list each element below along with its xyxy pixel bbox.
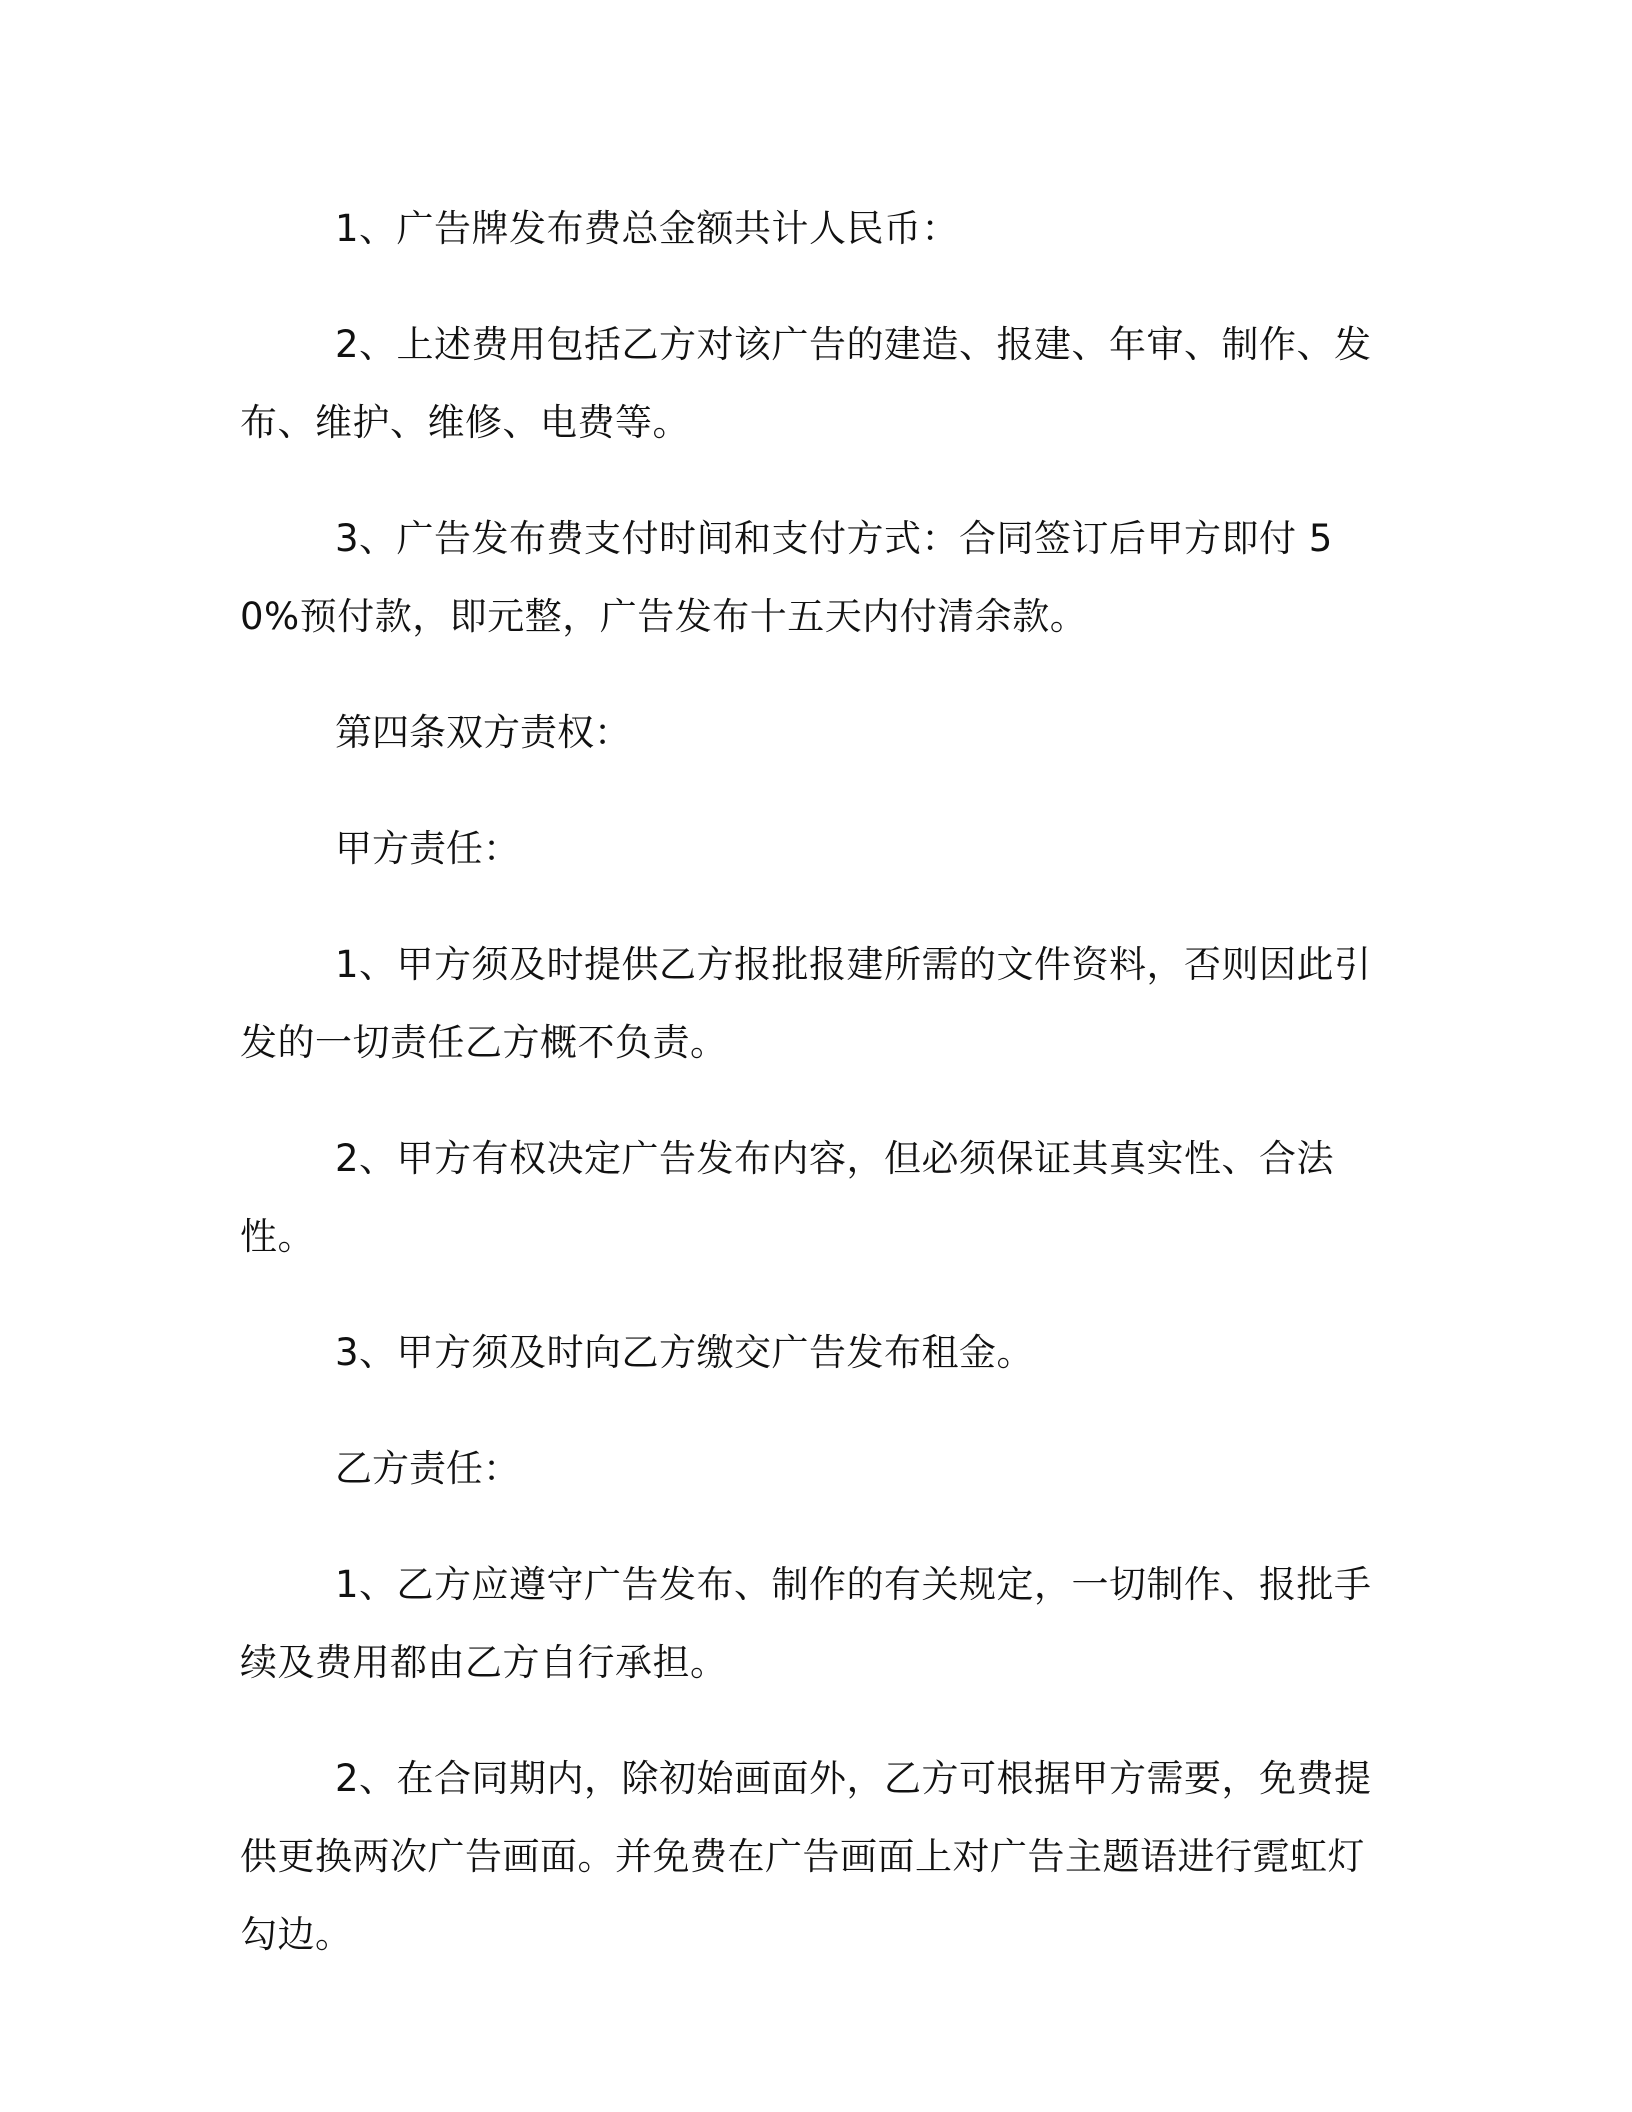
party-a-responsibilities-heading: 甲方责任： xyxy=(335,827,520,870)
party-a-clause-3: 3、甲方须及时向乙方缴交广告发布租金。 xyxy=(335,1331,1035,1374)
payment-terms-clause: 3、广告发布费支付时间和支付方式：合同签订后甲方即付 50%预付款，即元整，广告发布十五天内付清余款。 xyxy=(240,517,1333,638)
fee-scope-clause: 2、上述费用包括乙方对该广告的建造、报建、年审、制作、发布、维护、维修、电费等。 xyxy=(240,323,1372,444)
party-a-clause-1: 1、甲方须及时提供乙方报批报建所需的文件资料，否则因此引发的一切责任乙方概不负责。 xyxy=(240,943,1372,1064)
party-b-responsibilities-heading: 乙方责任： xyxy=(335,1447,520,1490)
document-body xyxy=(240,190,1390,2012)
party-a-clause-2: 2、甲方有权决定广告发布内容，但必须保证其真实性、合法性。 xyxy=(240,1137,1335,1258)
party-b-clause-2: 2、在合同期内，除初始画面外，乙方可根据甲方需要，免费提供更换两次广告画面。并免费在广告画面上对广告主题语进行霓虹灯勾边。 xyxy=(240,1757,1372,1956)
article-four-heading: 第四条双方责权： xyxy=(335,711,631,754)
payment-total-clause: 1、广告牌发布费总金额共计人民币： xyxy=(335,207,960,250)
party-b-clause-1: 1、乙方应遵守广告发布、制作的有关规定，一切制作、报批手续及费用都由乙方自行承担。 xyxy=(240,1563,1372,1684)
